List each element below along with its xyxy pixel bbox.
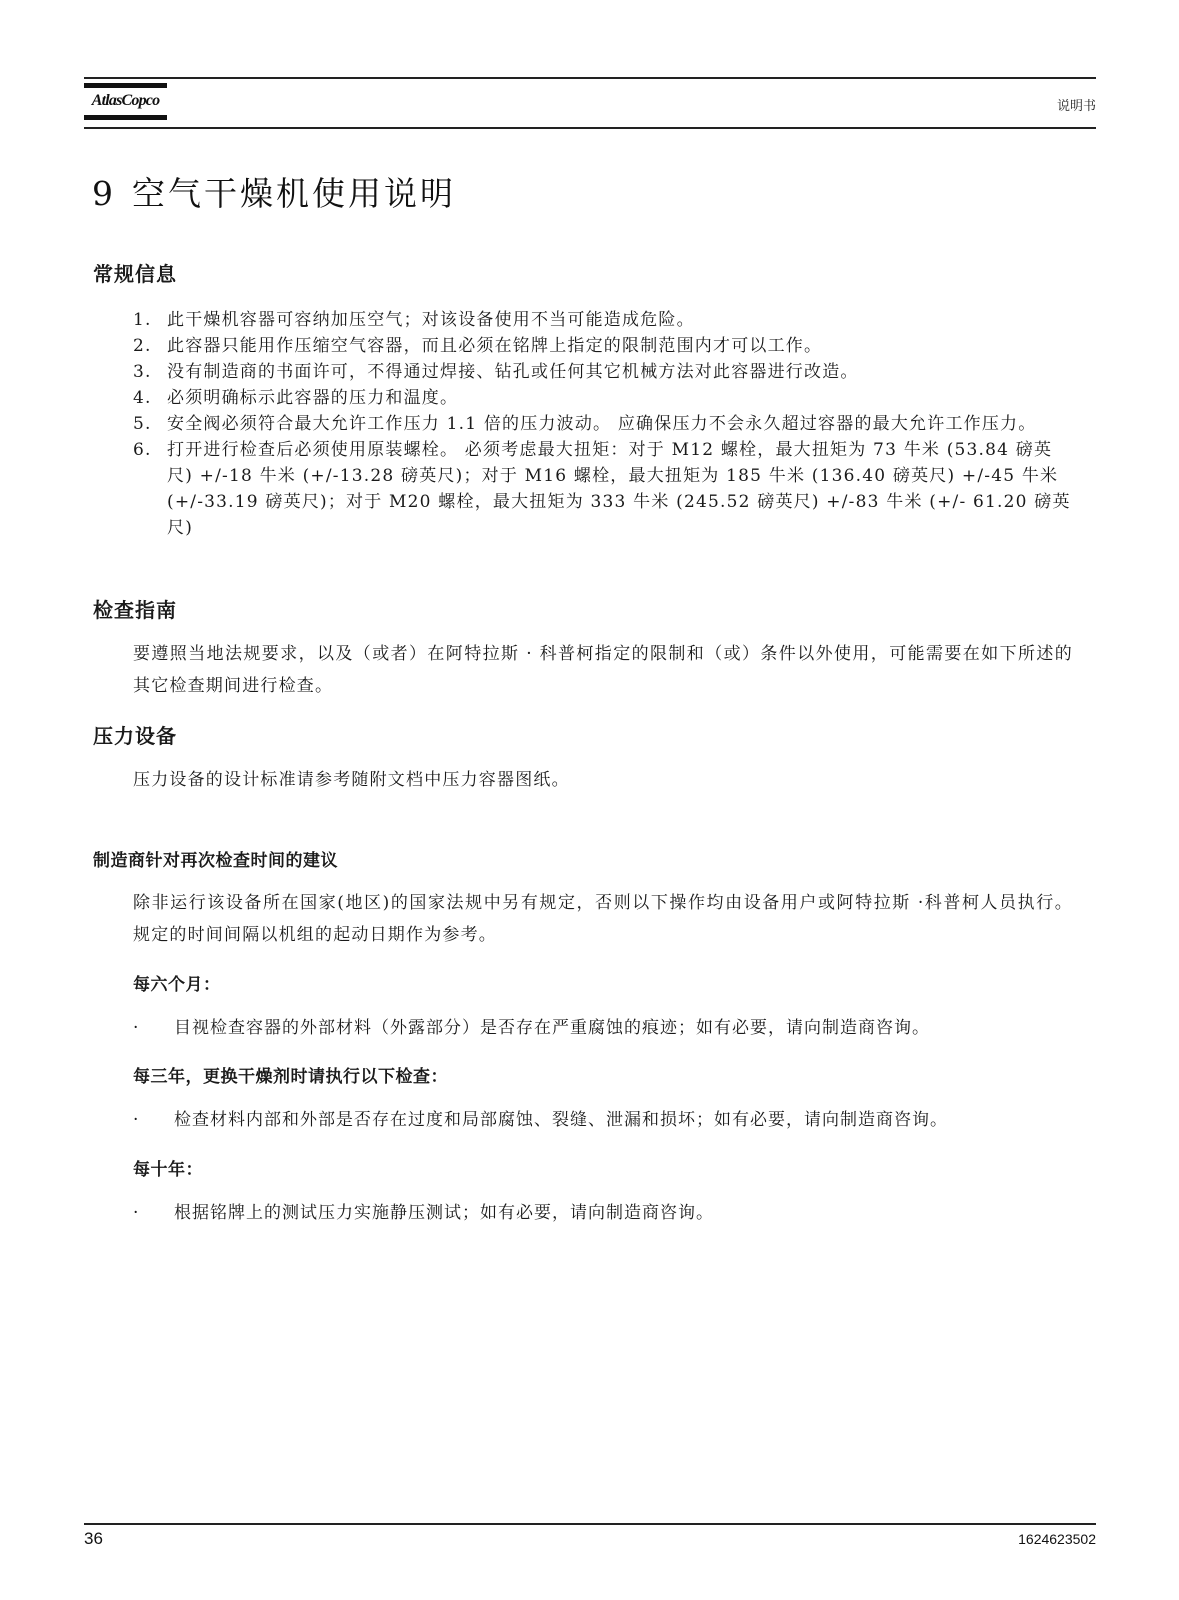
- general-info-list: [133, 307, 1073, 541]
- section-heading-general-info: 常规信息: [93, 262, 177, 286]
- bullet-text: 目视检查容器的外部材料（外露部分）是否存在严重腐蚀的痕迹；如有必要，请向制造商咨询。: [174, 1018, 930, 1038]
- list-item-number: 3.: [133, 362, 152, 382]
- interval-label-ten-years: 每十年：: [133, 1160, 203, 1180]
- list-item: [133, 307, 1073, 333]
- document-number: 1624623502: [1018, 1531, 1096, 1547]
- interval-label-three-years: 每三年，更换干燥剂时请执行以下检查：: [133, 1067, 448, 1087]
- interval-label-six-months: 每六个月：: [133, 975, 221, 995]
- logo-top-bar: [84, 83, 167, 88]
- list-item: [133, 437, 1073, 541]
- bullet-dot: ·: [133, 1203, 140, 1223]
- bullet-text: 根据铭牌上的测试压力实施静压测试；如有必要，请向制造商咨询。: [174, 1203, 714, 1223]
- chapter-title: [92, 168, 456, 215]
- list-item-text: 打开进行检查后必须使用原装螺栓。 必须考虑最大扭矩：对于 M12 螺栓，最大扭矩为 73 牛米 (53.84 磅英尺) +/-18 牛米 (+/-13.28 磅英尺)；对于 M16 螺栓，最大扭矩为 185 牛米 (136.40 磅英尺) +/-45 牛米 (+/-33.19 磅英尺)；对于 M20 螺栓，最大扭矩为 333 牛米 (245.52 磅英尺) +/-83 牛米 (+/- 61.20 磅英尺): [167, 440, 1071, 538]
- list-item: [133, 411, 1073, 437]
- section-heading-inspection-guide: 检查指南: [93, 598, 177, 622]
- logo-wordmark: AtlasCopco: [91, 92, 160, 109]
- list-item: [133, 333, 1073, 359]
- atlas-copco-logo: [84, 81, 167, 124]
- page-number: 36: [84, 1529, 103, 1548]
- bullet-dot: ·: [133, 1110, 140, 1130]
- header-top-rule: [84, 77, 1096, 79]
- logo-bottom-bar: [84, 115, 167, 120]
- inspection-guide-text: 要遵照当地法规要求，以及（或者）在阿特拉斯 · 科普柯指定的限制和（或）条件以外使用，可能需要在如下所述的其它检查期间进行检查。: [133, 644, 1073, 696]
- list-item-text: 没有制造商的书面许可，不得通过焊接、钻孔或任何其它机械方法对此容器进行改造。: [167, 362, 859, 382]
- list-item: [133, 385, 1073, 411]
- chapter-title-text: 空气干燥机使用说明: [132, 174, 456, 213]
- section-heading-recommendation: 制造商针对再次检查时间的建议: [93, 851, 338, 871]
- bullet-text: 检查材料内部和外部是否存在过度和局部腐蚀、裂缝、泄漏和损坏；如有必要，请向制造商咨询。: [174, 1110, 948, 1130]
- list-item-number: 5.: [133, 414, 152, 434]
- footer-rule: [84, 1523, 1096, 1525]
- list-item-number: 2.: [133, 336, 152, 356]
- document-type-label: 说明书: [1056, 99, 1096, 114]
- section-heading-pressure-equipment: 压力设备: [93, 724, 177, 748]
- pressure-equipment-text: 压力设备的设计标准请参考随附文档中压力容器图纸。: [133, 770, 570, 790]
- list-item-number: 6.: [133, 440, 152, 460]
- header-bottom-rule: [84, 127, 1096, 129]
- bullet-dot: ·: [133, 1018, 140, 1038]
- list-item: [133, 359, 1073, 385]
- recommendation-intro: 除非运行该设备所在国家(地区)的国家法规中另有规定，否则以下操作均由设备用户或阿特拉斯 ·科普柯人员执行。 规定的时间间隔以机组的起动日期作为参考。: [133, 893, 1073, 945]
- list-item-number: 4.: [133, 388, 152, 408]
- chapter-number: 9: [92, 174, 116, 213]
- list-item-text: 必须明确标示此容器的压力和温度。: [167, 388, 459, 408]
- list-item-text: 此容器只能用作压缩空气容器，而且必须在铭牌上指定的限制范围内才可以工作。: [167, 336, 823, 356]
- list-item-number: 1.: [133, 310, 152, 330]
- list-item-text: 安全阀必须符合最大允许工作压力 1.1 倍的压力波动。 应确保压力不会永久超过容器的最大允许工作压力。: [167, 414, 1037, 434]
- list-item-text: 此干燥机容器可容纳加压空气；对该设备使用不当可能造成危险。: [167, 310, 695, 330]
